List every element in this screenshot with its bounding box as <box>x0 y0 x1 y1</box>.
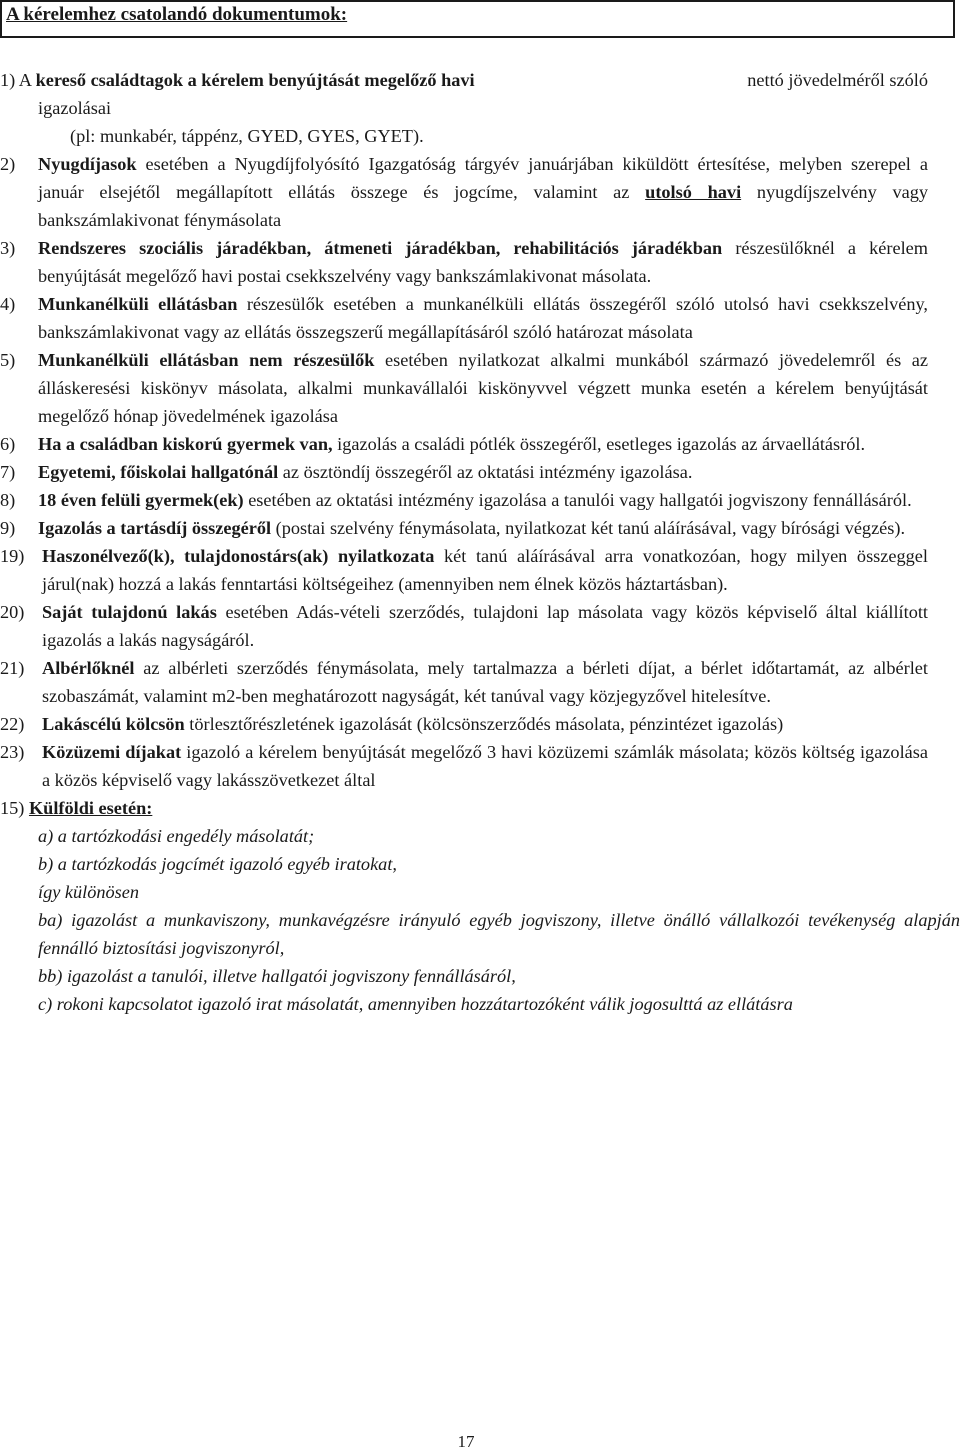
item-heading: Közüzemi díjakat <box>42 742 182 762</box>
list-item-7 <box>0 458 960 486</box>
item-heading: Egyetemi, főiskolai hallgatónál <box>38 462 279 482</box>
page-number: 17 <box>457 1432 475 1451</box>
item-heading: Saját tulajdonú lakás <box>42 602 217 622</box>
item-number: 9) <box>0 518 16 538</box>
item-text: esetében nyilatkozat alkalmi munkából származó jövedelemről és az álláskeresési kiskönyv másolata, alkalmi munkavállalói kiskönyvvel végzett munka esetén a kérelem benyújtását megelőző hónap jövedelmének igazolása <box>38 350 928 426</box>
item-text: az ösztöndíj összegéről az oktatási intézmény igazolása. <box>278 462 693 482</box>
item-number: 2) <box>0 154 16 174</box>
item-heading: Albérlőknél <box>42 658 135 678</box>
item-text: részesülőknél a kérelem benyújtását megelőző havi postai csekkszelvény vagy bankszámlakivonat másolata. <box>38 238 928 286</box>
item-text: igazolás a családi pótlék összegéről, esetleges igazolás az árvaellátásról. <box>332 434 866 454</box>
item-emphasis: utolsó havi <box>645 182 742 202</box>
item-number: 21) <box>0 658 25 678</box>
item-heading: Haszonélvező(k), tulajdonostárs(ak) nyilatkozata <box>42 546 435 566</box>
item-heading: 18 éven felüli gyermek(ek) <box>38 490 244 510</box>
item-number: 23) <box>0 742 25 762</box>
item-number: 5) <box>0 350 16 370</box>
item-number: 22) <box>0 714 25 734</box>
item-heading: Munkanélküli ellátásban <box>38 294 238 314</box>
item-text: (pl: munkabér, táppénz, GYED, GYES, GYET). <box>70 126 424 146</box>
list-item-22 <box>0 710 960 738</box>
item-text: igazoló a kérelem benyújtását megelőző 3 havi közüzemi számlák másolata; közös költség igazolása a közös képviselő vagy lakásszövetkezet által <box>42 742 928 790</box>
list-item-3 <box>0 234 960 290</box>
item-number: 20) <box>0 602 25 622</box>
list-item-6 <box>0 430 960 458</box>
item-number: 6) <box>0 434 16 454</box>
title-box <box>0 0 955 38</box>
sub-item-b: b) a tartózkodás jogcímét igazoló egyéb iratokat, <box>38 854 397 874</box>
item-number: 3) <box>0 238 16 258</box>
list-item-2 <box>0 150 960 234</box>
sub-item-bb: bb) igazolást a tanulói, illetve hallgatói jogviszony fennállásáról, <box>38 966 516 986</box>
sub-item-b-note: így különösen <box>38 882 140 902</box>
item-number: 1) A <box>0 70 31 90</box>
item-number: 4) <box>0 294 16 314</box>
list-item-8 <box>0 486 960 514</box>
item-text: az albérleti szerződés fénymásolata, mely tartalmazza a bérleti díjat, a bérlet időtartamát, az albérlet szobaszámát, valamint m2-ben meghatározott nagyságát, két tanúval vagy közjegyzővel hitelesítve. <box>42 658 928 706</box>
list-item-4 <box>0 290 960 346</box>
item-number: 7) <box>0 462 16 482</box>
list-item-20 <box>0 598 960 654</box>
item-heading: Rendszeres szociális járadékban, átmeneti járadékban, rehabilitációs járadékban <box>38 238 723 258</box>
document-list <box>0 66 960 1018</box>
list-item-1 <box>0 66 960 150</box>
list-item-19 <box>0 542 960 598</box>
item-text: esetében Adás-vételi szerződés, tulajdoni lap másolata vagy közös képviselő által kiállított igazolás a lakás nagyságáról. <box>42 602 928 650</box>
item-text: részesülők esetében a munkanélküli ellátás összegéről szóló utolsó havi csekkszelvény, bankszámlakivonat vagy az ellátás összegszerű megállapításáról szóló határozat másolata <box>38 294 928 342</box>
item-text: igazolásai <box>38 98 112 118</box>
item-heading: Igazolás a tartásdíj összegéről <box>38 518 272 538</box>
list-item-21 <box>0 654 960 710</box>
item-text: nettó jövedelméről szóló <box>747 70 928 90</box>
page-title: A kérelemhez csatolandó dokumentumok: <box>6 4 348 25</box>
item-heading: kereső családtagok a kérelem benyújtását megelőző havi <box>35 70 475 90</box>
item-text: esetében az oktatási intézmény igazolása a tanulói vagy hallgatói jogviszony fennállásáról. <box>243 490 912 510</box>
sub-item-ba: ba) igazolást a munkaviszony, munkavégzésre irányuló egyéb jogviszony, illetve önálló vállalkozói tevékenység alapján fennálló biztosítási jogviszonyról, <box>38 910 960 958</box>
item-text: esetében a Nyugdíjfolyósító Igazgatóság tárgyév januárjában kiküldött értesítése, melyben szerepel a január elsejétől megállapított ellátás összege és jogcíme, valamint az <box>38 154 928 202</box>
sub-item-c: c) rokoni kapcsolatot igazoló irat másolatát, amennyiben hozzátartozóként válik jogosulttá az ellátásra <box>38 994 793 1014</box>
list-item-9 <box>0 514 960 542</box>
list-item-15 <box>0 794 960 1018</box>
item-number: 19) <box>0 546 25 566</box>
sub-item-a: a) a tartózkodási engedély másolatát; <box>38 826 315 846</box>
item-text: törlesztőrészletének igazolását (kölcsönszerződés másolata, pénzintézet igazolás) <box>184 714 784 734</box>
item-heading: Ha a családban kiskorú gyermek van, <box>38 434 333 454</box>
item-heading: Külföldi esetén: <box>28 798 153 818</box>
list-item-23 <box>0 738 960 794</box>
item-heading: Lakáscélú kölcsön <box>42 714 185 734</box>
item-number: 8) <box>0 490 16 510</box>
item-heading: Nyugdíjasok <box>38 154 137 174</box>
item-text: nyugdíjszelvény vagy bankszámlakivonat fénymásolata <box>38 182 928 230</box>
item-text: két tanú aláírásával arra vonatkozóan, hogy milyen összeggel járul(nak) hozzá a lakás fenntartási költségeihez (amennyiben nem élnek közös háztartásban). <box>42 546 928 594</box>
item-heading: Munkanélküli ellátásban nem részesülők <box>38 350 375 370</box>
item-text: (postai szelvény fénymásolata, nyilatkozat két tanú aláírásával, vagy bírósági végzés). <box>271 518 906 538</box>
item-number: 15) <box>0 798 25 818</box>
list-item-5 <box>0 346 960 430</box>
